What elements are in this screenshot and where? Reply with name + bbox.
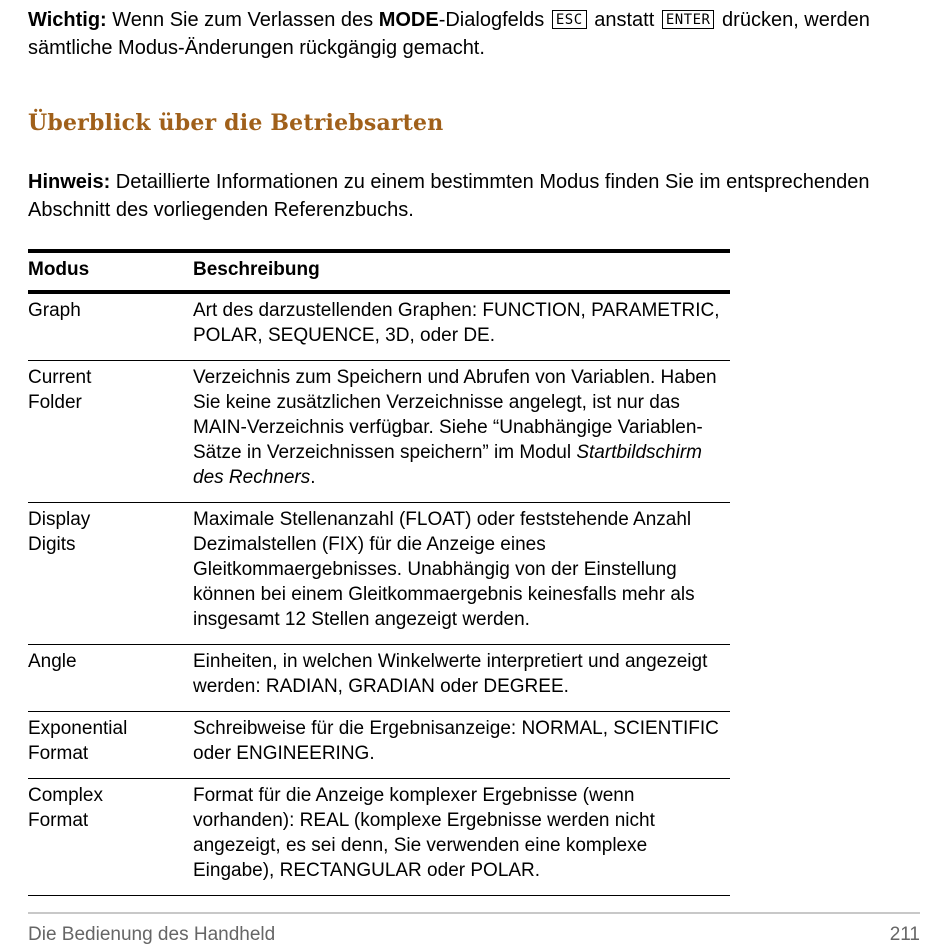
table-row (28, 712, 730, 779)
footer-divider (28, 912, 920, 914)
mode-description: Maximale Stellenanzahl (FLOAT) oder feststehende Anzahl Dezimalstellen (FIX) für die Anzeige eines Gleitkommaergebnisses. Unabhängig von der Einstellung können bei einem Gleitkommaergebnis keinesfalls mehr als insgesamt 12 Stellen angezeigt werden. (193, 503, 730, 645)
warning-paragraph (28, 6, 928, 62)
table-row (28, 645, 730, 712)
warning-text-part-4: drücken, werden sämtliche Modus-Änderungen rückgängig gemacht. (28, 9, 870, 59)
mode-description (193, 361, 730, 503)
header-beschreibung: Beschreibung (193, 251, 730, 292)
mode-name: Display Digits (28, 503, 193, 645)
mode-keyword: MODE (378, 9, 439, 31)
hint-text: Detaillierte Informationen zu einem bestimmten Modus finden Sie im entsprechenden Abschnitt des vorliegenden Referenzbuchs. (28, 171, 870, 221)
mode-name: Current Folder (28, 361, 193, 503)
hint-label: Hinweis: (28, 171, 111, 193)
warning-text-part-1: Wenn Sie zum Verlassen des (106, 9, 379, 31)
enter-key-symbol: ENTER (662, 10, 715, 29)
mode-name: Angle (28, 645, 193, 712)
mode-description: Format für die Anzeige komplexer Ergebnisse (wenn vorhanden): REAL (komplexe Ergebnisse werden nicht angezeigt, es sei denn, Sie verwenden eine komplexe Eingabe), RECTANGULAR oder POLAR. (193, 779, 730, 896)
warning-text-part-2: -Dialogfelds (438, 9, 550, 31)
mode-name: Exponential Format (28, 712, 193, 779)
footer-chapter-title: Die Bedienung des Handheld (28, 924, 276, 945)
table-row (28, 779, 730, 896)
warning-label: Wichtig: (28, 9, 107, 31)
warning-text-part-3: anstatt (588, 9, 660, 31)
description-text: Verzeichnis zum Speichern und Abrufen von Variablen. Haben Sie keine zusätzlichen Verzeichnisse angelegt, ist nur das MAIN-Verzeichnis verfügbar. Siehe “Unabhängige Variablen-Sätze in Verzeichnissen speichern” im Modul (193, 367, 717, 463)
mode-name: Complex Format (28, 779, 193, 896)
header-modus: Modus (28, 251, 193, 292)
table-row (28, 292, 730, 361)
module-reference: Startbildschirm des Rechners (193, 442, 703, 488)
esc-key-symbol: ESC (552, 10, 587, 29)
section-heading: Überblick über die Betriebsarten (28, 110, 444, 136)
mode-name: Graph (28, 292, 193, 361)
mode-description: Schreibweise für die Ergebnisanzeige: NORMAL, SCIENTIFIC oder ENGINEERING. (193, 712, 730, 779)
description-end: . (310, 467, 316, 488)
mode-description: Einheiten, in welchen Winkelwerte interpretiert und angezeigt werden: RADIAN, GRADIAN oder DEGREE. (193, 645, 730, 712)
table-row (28, 503, 730, 645)
table-header-row (28, 251, 730, 292)
table-row (28, 361, 730, 503)
page-number: 211 (889, 924, 920, 945)
mode-description: Art des darzustellenden Graphen: FUNCTION, PARAMETRIC, POLAR, SEQUENCE, 3D, oder DE. (193, 292, 730, 361)
modes-table (28, 249, 730, 896)
hint-paragraph (28, 168, 928, 224)
